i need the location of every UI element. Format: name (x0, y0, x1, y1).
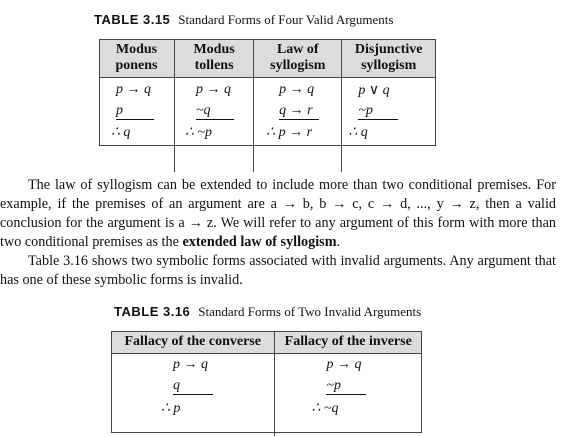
premise-1: p → q (116, 82, 151, 97)
form-modus-tollens (174, 78, 253, 173)
col-header-modus-ponens: Modus ponens (99, 39, 174, 78)
table-3-15-caption (94, 12, 393, 28)
col-header-disjunctive-syllogism: Disjunctive syllogism (342, 39, 435, 78)
col-header-law-of-syllogism: Law of syllogism (254, 39, 342, 78)
conclusion: ∴ ~q (311, 401, 339, 416)
paragraph-table-reference: Table 3.16 shows two symbolic forms associated with invalid arguments. Any argument that has one of these symbolic forms is invalid. (0, 253, 556, 288)
premise-1: p → q (195, 82, 231, 97)
premise-2: ~p (326, 378, 366, 395)
conclusion: ∴ p (161, 401, 181, 416)
form-law-of-syllogism (254, 78, 342, 173)
form-fallacy-of-converse (111, 354, 275, 437)
conclusion: ∴ q (348, 125, 368, 140)
table-3-15-title: Standard Forms of Four Valid Arguments (178, 12, 394, 27)
form-fallacy-of-inverse (275, 354, 421, 437)
table-3-15-label: TABLE 3.15 (94, 12, 171, 27)
paragraph-extended-syllogism: The law of syllogism can be extended to include more than two conditional premises. For example, if the premises of an argument are a → b, b → c, c → d, ..., y → z, then a valid conclusion for the argument is a → z. We will refer to any argument of this form with more than two conditional premises as the extended law of syllogism. (0, 177, 556, 250)
premise-1: p → q (326, 357, 362, 372)
table-3-15 (99, 39, 435, 172)
form-disjunctive-syllogism (342, 78, 435, 173)
table-3-16 (111, 331, 421, 436)
premise-2: p (116, 103, 154, 120)
conclusion: ∴ ~p (184, 125, 212, 140)
premise-1: p ∨ q (358, 83, 390, 98)
col-header-modus-tollens: Modus tollens (174, 39, 253, 78)
col-header-fallacy-of-converse: Fallacy of the converse (111, 331, 275, 354)
form-modus-ponens (99, 78, 174, 173)
table-3-16-caption (114, 304, 421, 320)
premise-2: q (173, 378, 213, 395)
term-extended-law-of-syllogism: extended law of syllogism (182, 234, 337, 250)
col-header-fallacy-of-inverse: Fallacy of the inverse (275, 331, 421, 354)
premise-2: q → r (279, 103, 319, 120)
table-3-16-label: TABLE 3.16 (114, 304, 191, 319)
premise-2: ~q (196, 103, 234, 120)
table-3-16-title: Standard Forms of Two Invalid Arguments (198, 304, 422, 319)
premise-2: ~p (358, 103, 398, 120)
body-text (0, 176, 556, 290)
premise-1: p → q (173, 357, 208, 372)
premise-1: p → q (279, 82, 315, 97)
conclusion: ∴ p → r (266, 125, 313, 140)
conclusion: ∴ q (111, 125, 131, 140)
